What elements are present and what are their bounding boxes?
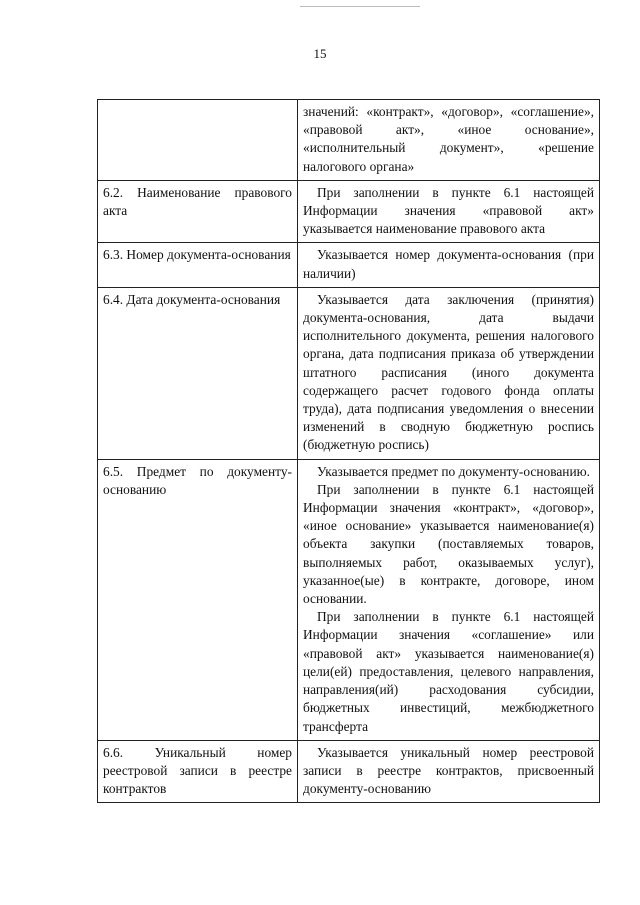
table-row-6-3 xyxy=(98,243,600,287)
page-number: 15 xyxy=(313,46,327,61)
row-description xyxy=(298,740,600,803)
requirements-table xyxy=(97,99,600,803)
row-label: 6.5. Предмет по документу-основанию xyxy=(98,459,298,740)
description-paragraph: Указывается уникальный номер реестровой записи в реестре контрактов, присвоенный документу-основанию xyxy=(303,744,594,797)
scan-artifact-top xyxy=(300,6,420,7)
row-label: 6.3. Номер документа-основания xyxy=(98,243,298,287)
description-paragraph: При заполнении в пункте 6.1 настоящей Информации значения «правовой акт» указывается наименование правового акта xyxy=(303,184,594,237)
row-description xyxy=(298,459,600,740)
description-paragraph: Указывается дата заключения (принятия) документа-основания, дата выдачи исполнительного документа, решения налогового органа, дата подписания приказа об утверждении штатного расписания (иного документа содержащего расчет годового фонда оплаты труда), дата подписания уведомления о внесении изменений в сводную бюджетную роспись (бюджетную роспись) xyxy=(303,291,594,453)
description-paragraph: При заполнении в пункте 6.1 настоящей Информации значения «соглашение» или «правовой акт» указывается наименование(я) цели(ей) предоставления, целевого направления, направления(ий) расходования субсидии, бюджетных инвестиций, межбюджетного трансферта xyxy=(303,609,594,734)
row-label: 6.2. Наименование правового акта xyxy=(98,180,298,243)
table-row-6-4 xyxy=(98,287,600,459)
table-row-continuation xyxy=(98,100,600,181)
description-paragraph: Указывается предмет по документу-основанию. xyxy=(317,463,590,479)
row-description xyxy=(298,180,600,243)
row-label: 6.6. Уникальный номер реестровой записи в реестре контрактов xyxy=(98,740,298,803)
table-row-6-5 xyxy=(98,459,600,740)
row-description xyxy=(298,100,600,181)
description-paragraph: При заполнении в пункте 6.1 настоящей Информации значения «контракт», «договор», «иное основание» указывается наименование(я) объекта закупки (поставляемых товаров, выполняемых работ, оказываемых услуг), указанное(ые) в контракте, договоре, ином основании. xyxy=(303,481,594,607)
row-label: 6.4. Дата документа-основания xyxy=(98,287,298,459)
table-row-6-6 xyxy=(98,740,600,803)
table-row-6-2 xyxy=(98,180,600,243)
row-description xyxy=(298,287,600,459)
row-label xyxy=(98,100,298,181)
row-description xyxy=(298,243,600,287)
description-paragraph: Указывается номер документа-основания (при наличии) xyxy=(303,247,594,281)
description-paragraph: значений: «контракт», «договор», «соглашение», «правовой акт», «иное основание», «исполнительный документ», «решение налогового органа» xyxy=(303,104,594,174)
